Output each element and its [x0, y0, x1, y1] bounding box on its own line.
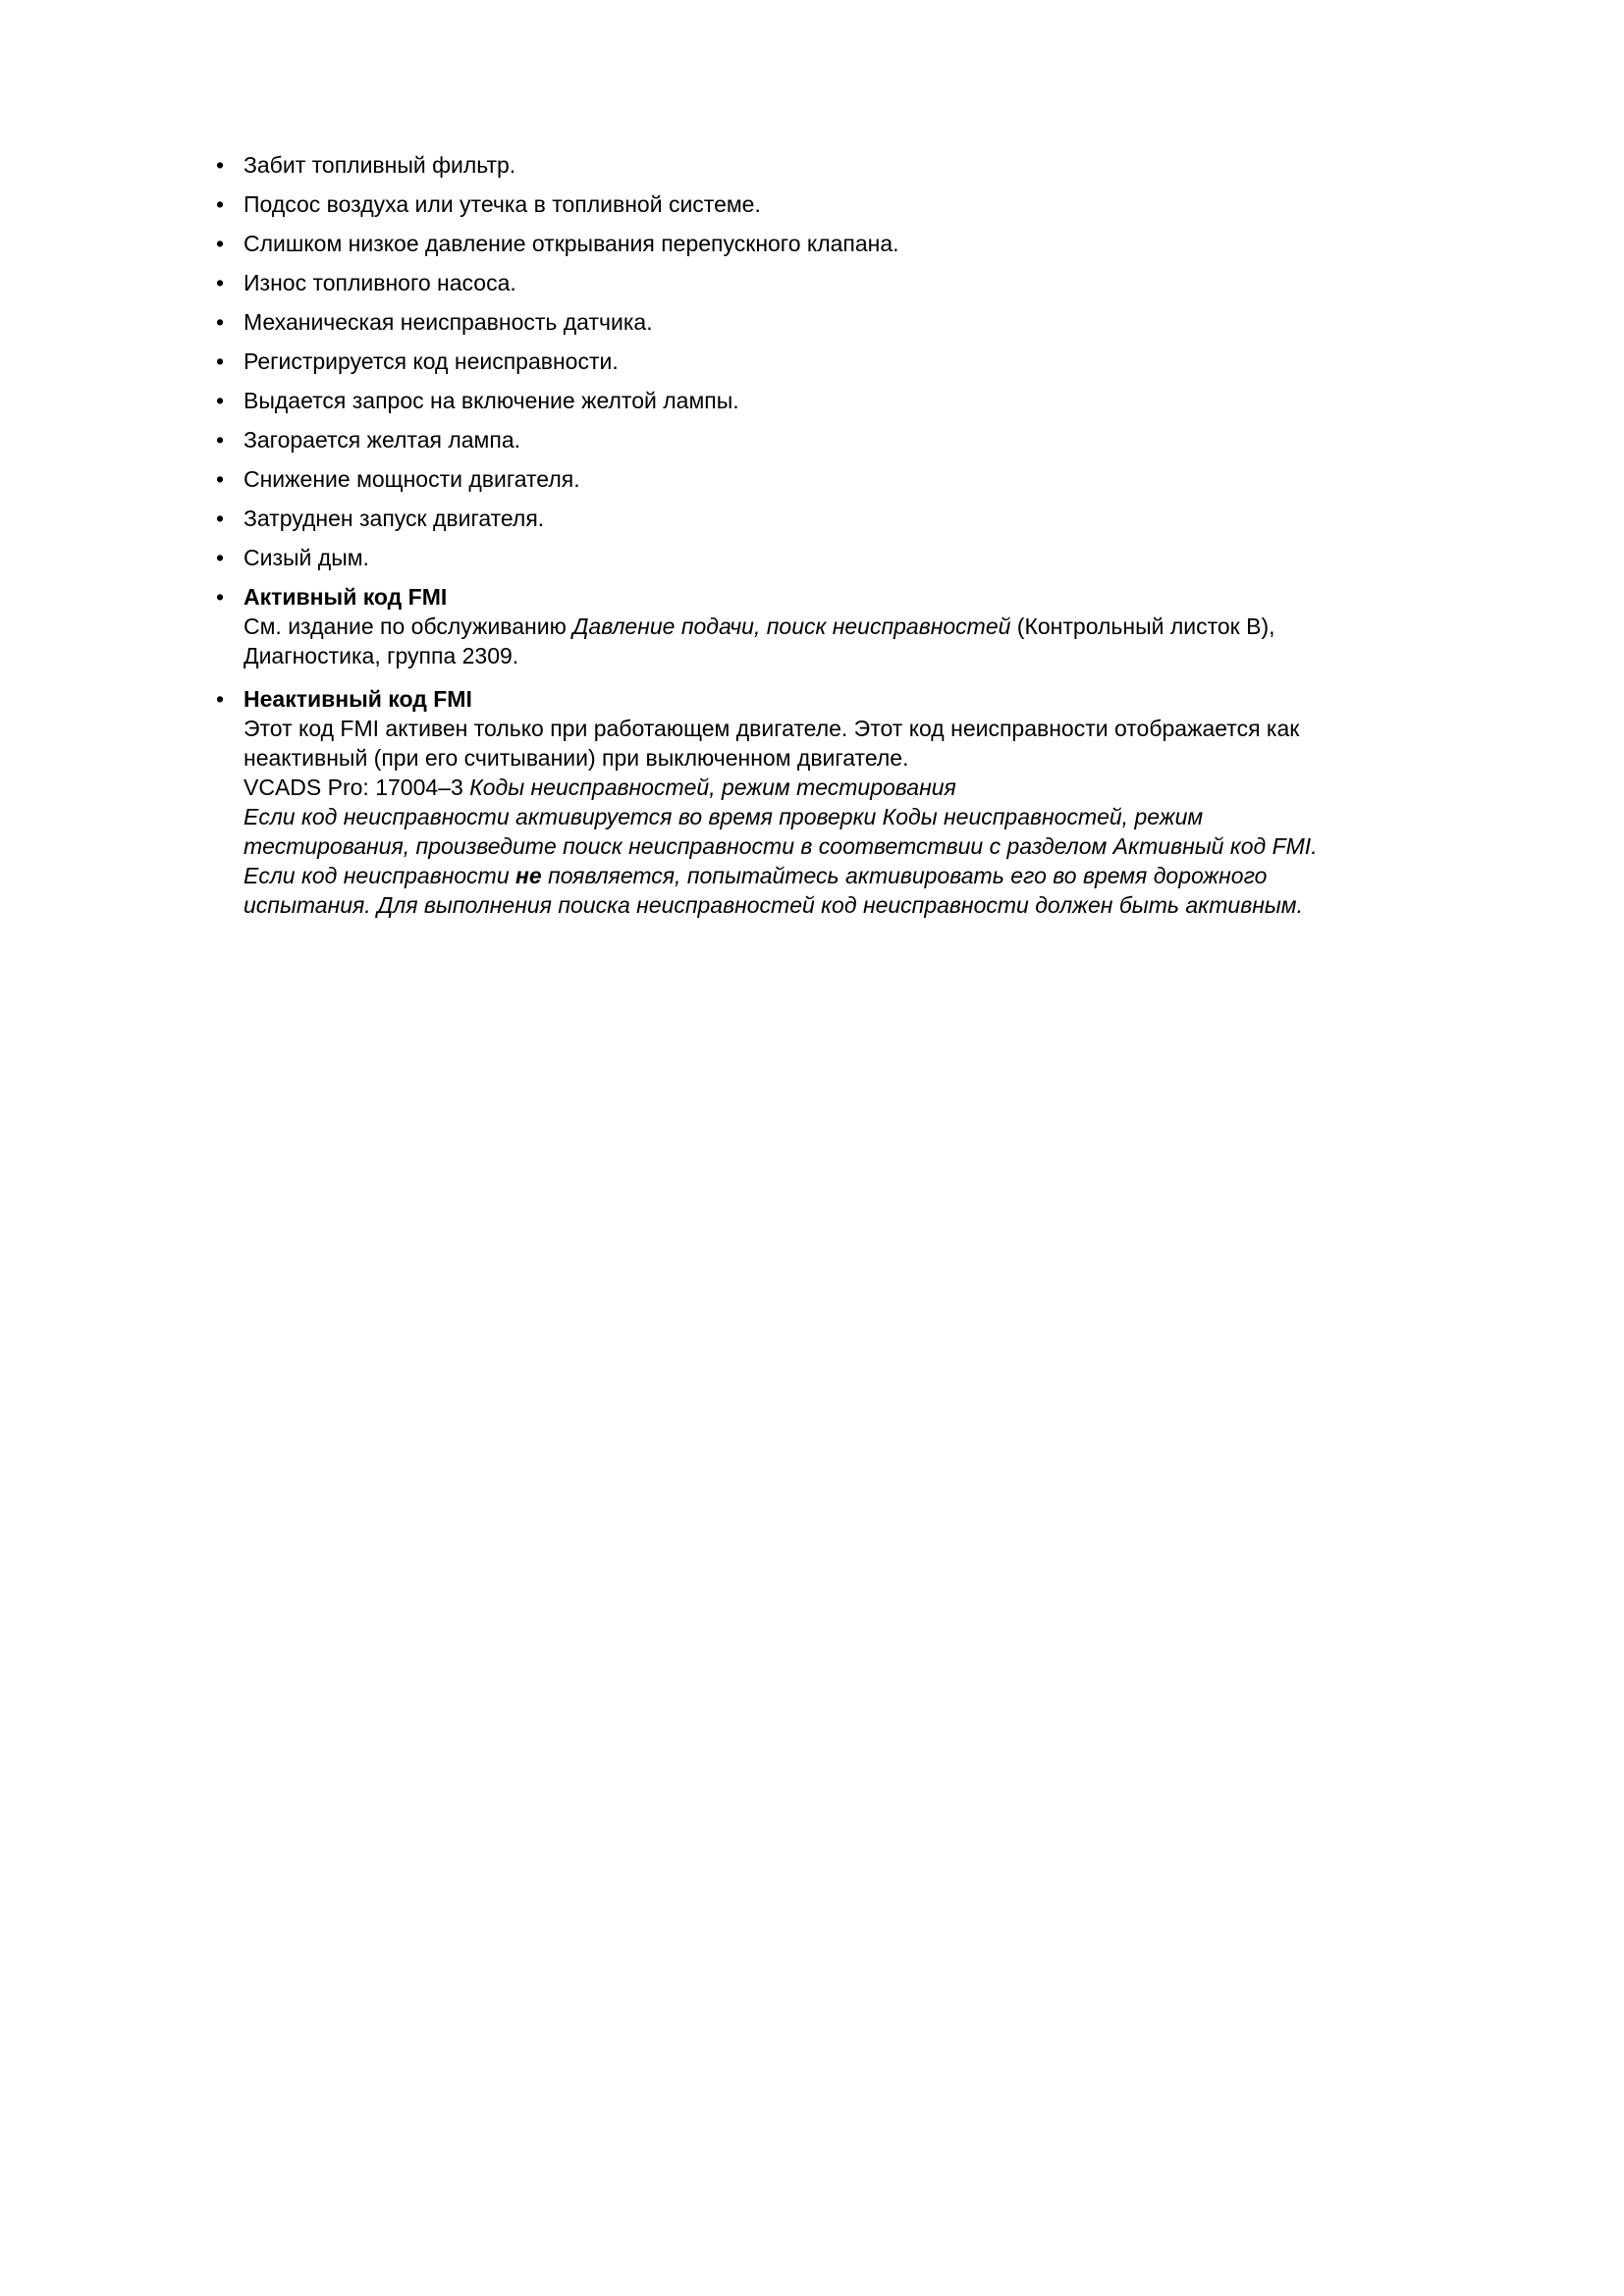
vcads-reference-prefix: VCADS Pro: 17004–3: [244, 774, 470, 800]
emphasis-not: не: [515, 863, 542, 888]
inactive-fmi-line-5: тестирования, произведите поиск неисправности в соответствии с разделом Активный код FMI.: [244, 833, 1318, 859]
active-fmi-line-1-prefix: См. издание по обслуживанию: [244, 614, 573, 639]
list-item: [216, 464, 1453, 494]
inactive-fmi-line-2: неактивный (при его считывании) при выключенном двигателе.: [244, 745, 909, 771]
bullet: •: [216, 686, 225, 712]
bullet: •: [216, 427, 225, 453]
active-fmi-line-2: Диагностика, группа 2309.: [244, 643, 519, 668]
bullet: •: [216, 348, 225, 374]
list-item-text: Выдается запрос на включение желтой лампы.: [244, 388, 739, 413]
inactive-fmi-line-3: [244, 773, 1453, 802]
list-item-text: Сизый дым.: [244, 545, 369, 570]
bullet: •: [216, 270, 225, 295]
list-item-text: Забит топливный фильтр.: [244, 152, 516, 178]
list-item-text: Механическая неисправность датчика.: [244, 309, 653, 335]
list-item-text: Износ топливного насоса.: [244, 270, 516, 295]
vcads-reference-title: Коды неисправностей, режим тестирования: [469, 774, 956, 800]
bullet: •: [216, 584, 225, 610]
list-item-text: Подсос воздуха или утечка в топливной системе.: [244, 191, 761, 217]
list-item-text: Затруднен запуск двигателя.: [244, 506, 545, 531]
list-item: [216, 307, 1453, 337]
active-fmi-line-1: [244, 612, 1453, 641]
active-fmi-section: [216, 582, 1453, 670]
list-item: [216, 425, 1453, 454]
symptom-list: [216, 150, 1453, 934]
list-item: [216, 504, 1453, 533]
inactive-fmi-line-7: испытания. Для выполнения поиска неисправностей код неисправности должен быть активным.: [244, 892, 1303, 918]
bullet: •: [216, 466, 225, 492]
list-item: [216, 150, 1453, 180]
inactive-fmi-line-1: Этот код FMI активен только при работающем двигателе. Этот код неисправности отображается как: [244, 716, 1300, 741]
bullet: •: [216, 506, 225, 531]
active-fmi-line-1-suffix: (Контрольный листок B),: [1010, 614, 1275, 639]
inactive-fmi-line-6: [244, 861, 1453, 890]
bullet: •: [216, 191, 225, 217]
active-fmi-heading: Активный код FMI: [244, 584, 448, 610]
list-item: [216, 347, 1453, 376]
list-item-text: Регистрируется код неисправности.: [244, 348, 619, 374]
inactive-fmi-line-6-suffix: появляется, попытайтесь активировать его во время дорожного: [541, 863, 1268, 888]
active-fmi-reference-title: Давление подачи, поиск неисправностей: [572, 614, 1011, 639]
inactive-fmi-heading: Неактивный код FMI: [244, 686, 472, 712]
list-item-text: Загорается желтая лампа.: [244, 427, 520, 453]
bullet: •: [216, 231, 225, 256]
list-item: [216, 229, 1453, 258]
inactive-fmi-line-4: Если код неисправности активируется во время проверки Коды неисправностей, режим: [244, 804, 1204, 829]
list-item: [216, 386, 1453, 415]
bullet: •: [216, 388, 225, 413]
inactive-fmi-section: [216, 684, 1453, 920]
list-item: [216, 189, 1453, 219]
inactive-fmi-line-6-prefix: Если код неисправности: [244, 863, 516, 888]
bullet: •: [216, 545, 225, 570]
list-item-text: Снижение мощности двигателя.: [244, 466, 580, 492]
bullet: •: [216, 152, 225, 178]
list-item: [216, 543, 1453, 572]
list-item: [216, 268, 1453, 297]
list-item-text: Слишком низкое давление открывания перепускного клапана.: [244, 231, 899, 256]
bullet: •: [216, 309, 225, 335]
